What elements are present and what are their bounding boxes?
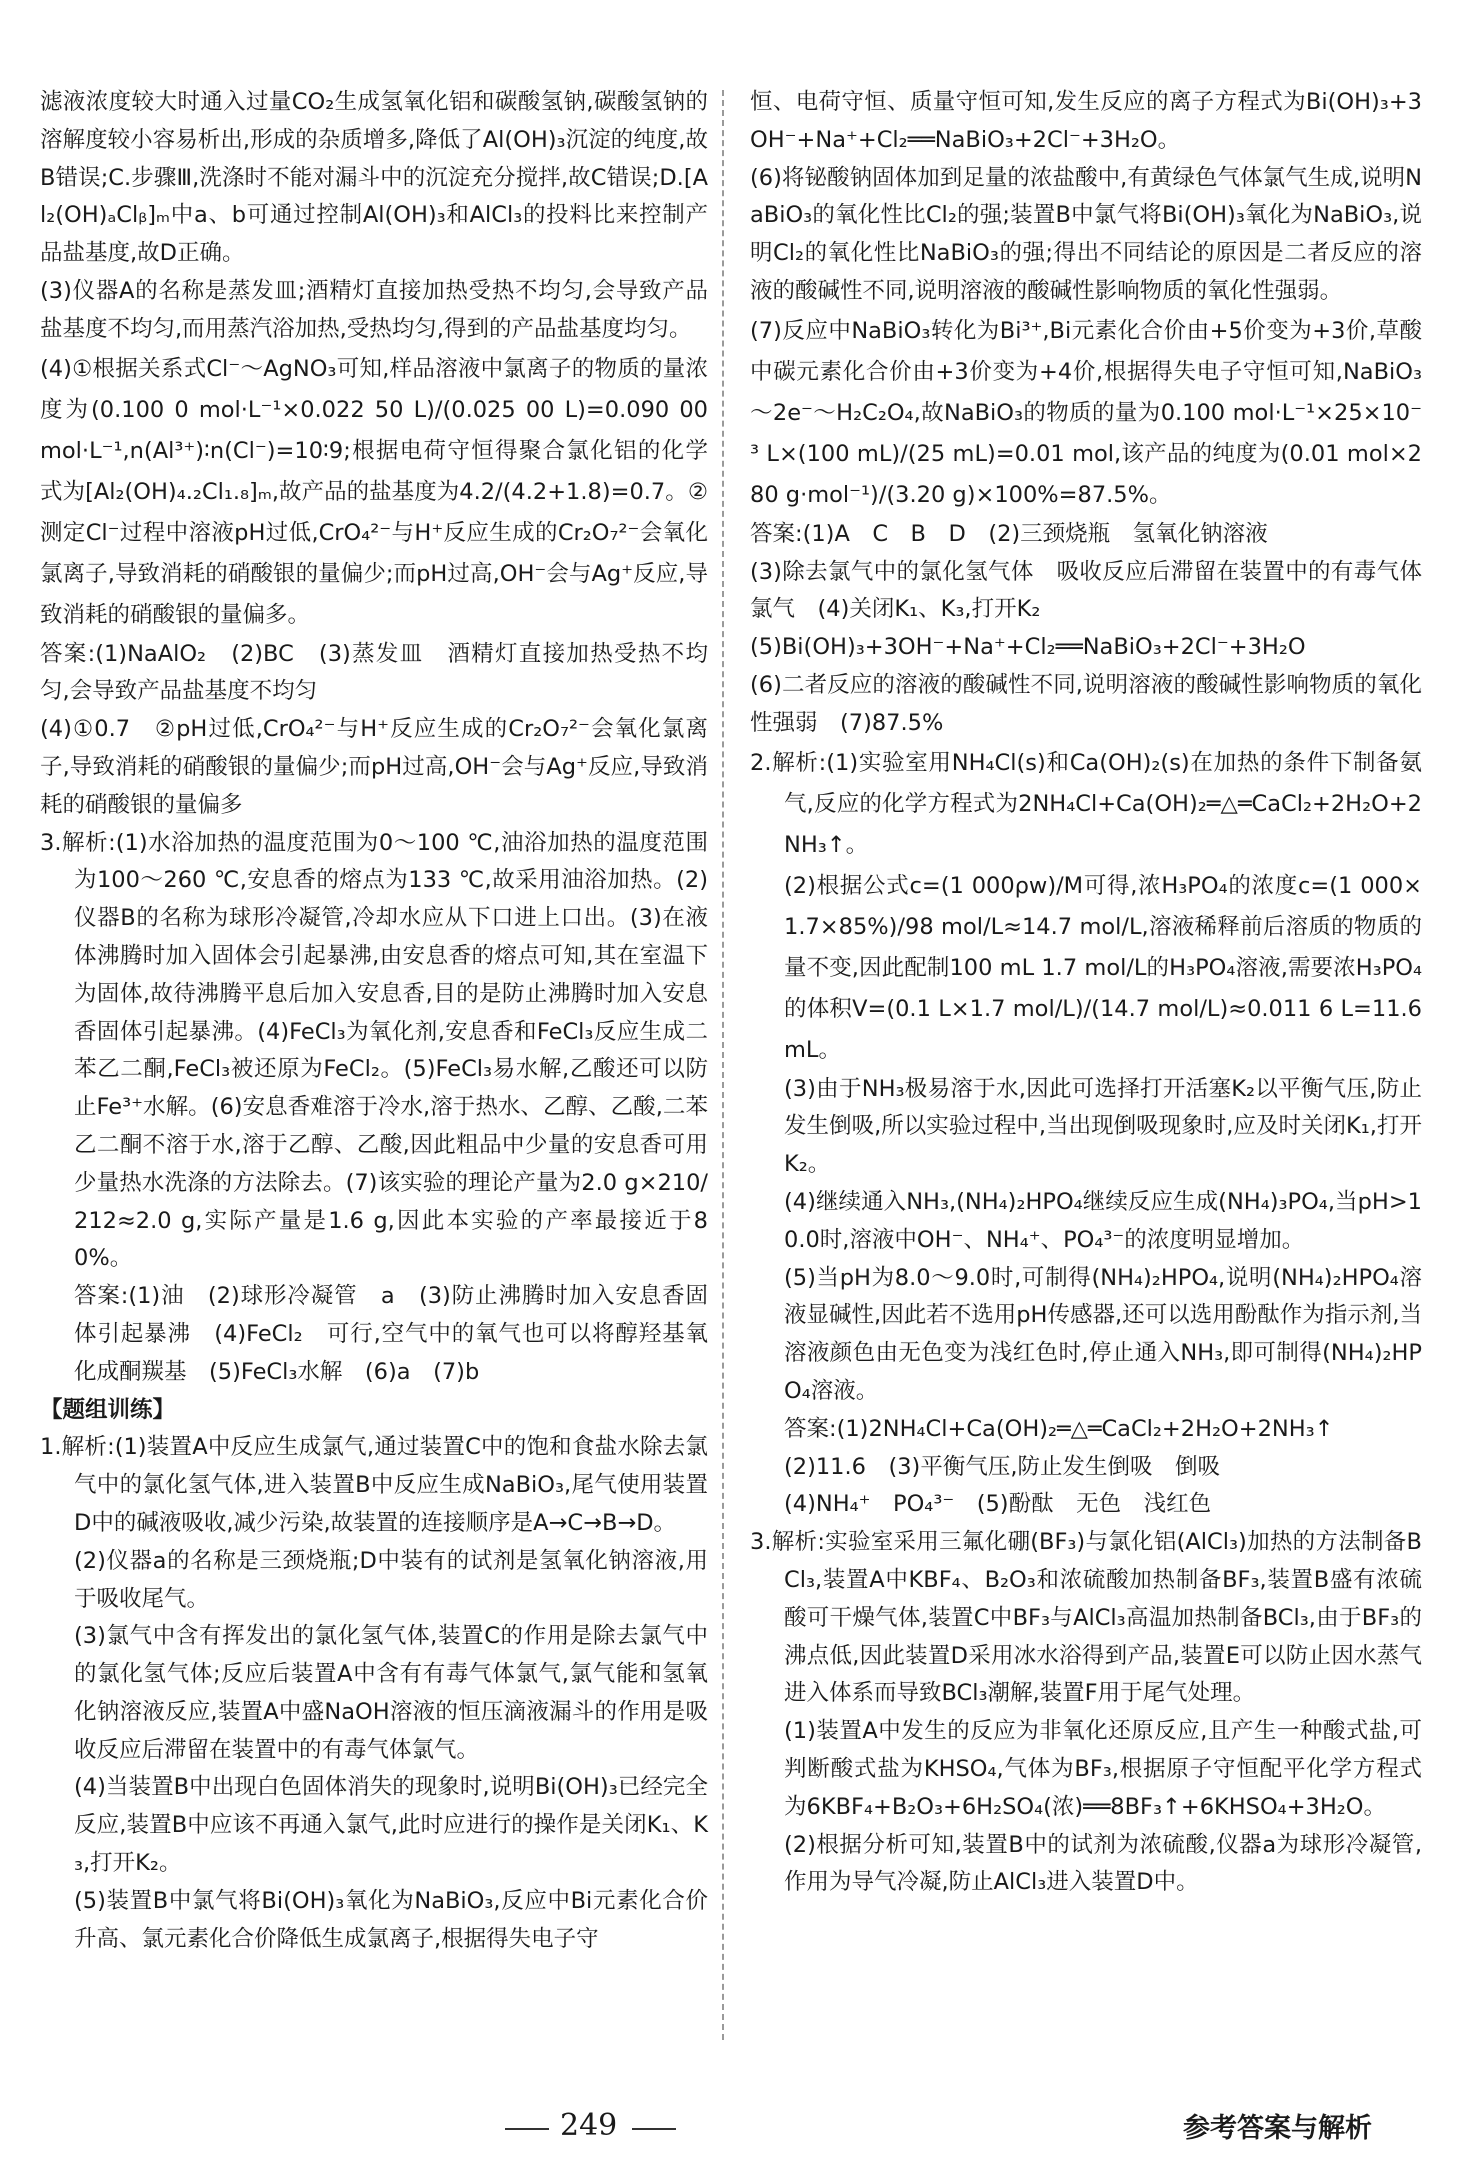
answer-block: (2)11.6 (3)平衡气压,防止发生倒吸 倒吸 <box>784 1453 1220 1480</box>
paragraph: (2)根据分析可知,装置B中的试剂为浓硫酸,仪器a为球形冷凝管,作用为导气冷凝,防止AlCl₃进入装置D中。 <box>784 1831 1422 1896</box>
answer-block: 答案:(1)油 (2)球形冷凝管 a (3)防止沸腾时加入安息香固体引起暴沸 (4)FeCl₂ 可行,空气中的氧气也可以将醇羟基氧化成酮羰基 (5)FeCl₃水解 (6)a (7)b <box>74 1283 708 1385</box>
paragraph: 滤液浓度较大时通入过量CO₂生成氢氧化铝和碳酸氢钠,碳酸氢钠的溶解度较小容易析出,形成的杂质增多,降低了Al(OH)₃沉淀的纯度,故B错误;C.步骤Ⅲ,洗涤时不能对漏斗中的沉淀充分搅拌,故C错误;D.[Al₂(OH)ₐClᵦ]ₘ中a、b可通过控制Al(OH)₃和AlCl₃的投料比来控制产品盐基度,故D正确。 <box>40 89 708 267</box>
answer-block: 答案:(1)2NH₄Cl+Ca(OH)₂═△═CaCl₂+2H₂O+2NH₃↑ <box>784 1415 1334 1442</box>
answer-block: (6)二者反应的溶液的酸碱性不同,说明溶液的酸碱性影响物质的氧化性强弱 (7)87.5% <box>750 671 1422 736</box>
paragraph: 2.解析:(1)实验室用NH₄Cl(s)和Ca(OH)₂(s)在加热的条件下制备氨气,反应的化学方程式为2NH₄Cl+Ca(OH)₂═△═CaCl₂+2H₂O+2NH₃↑。 <box>750 749 1422 858</box>
left-column <box>40 84 708 1958</box>
footer-dash-left <box>505 2128 549 2130</box>
paragraph: (3)仪器A的名称是蒸发皿;酒精灯直接加热受热不均匀,会导致产品盐基度不均匀,而用蒸汽浴加热,受热均匀,得到的产品盐基度均匀。 <box>40 277 708 342</box>
page-number: 249 <box>560 2108 618 2143</box>
right-column <box>750 84 1422 1902</box>
paragraph: 1.解析:(1)装置A中反应生成氯气,通过装置C中的饱和食盐水除去氯气中的氯化氢气体,进入装置B中反应生成NaBiO₃,尾气使用装置D中的碱液吸收,减少污染,故装置的连接顺序是A→C→B→D。 <box>40 1434 708 1536</box>
paragraph: (6)将铋酸钠固体加到足量的浓盐酸中,有黄绿色气体氯气生成,说明NaBiO₃的氧化性比Cl₂的强;装置B中氯气将Bi(OH)₃氧化为NaBiO₃,说明Cl₂的氧化性比NaBiO₃的强;得出不同结论的原因是二者反应的溶液的酸碱性不同,说明溶液的酸碱性影响物质的氧化性强弱。 <box>750 164 1422 304</box>
paragraph: (4)①根据关系式Cl⁻～AgNO₃可知,样品溶液中氯离子的物质的量浓度为(0.100 0 mol·L⁻¹×0.022 50 L)/(0.025 00 L)=0.090 00 mol·L⁻¹,n(Al³⁺)∶n(Cl⁻)=10∶9;根据电荷守恒得聚合氯化铝的化学式为[Al₂(OH)₄.₂Cl₁.₈]ₘ,故产品的盐基度为4.2/(4.2+1.8)=0.7。②测定Cl⁻过程中溶液pH过低,CrO₄²⁻与H⁺反应生成的Cr₂O₇²⁻会氧化氯离子,导致消耗的硝酸银的量偏少;而pH过高,OH⁻会与Ag⁺反应,导致消耗的硝酸银的量偏多。 <box>40 355 708 628</box>
answer-block: (5)Bi(OH)₃+3OH⁻+Na⁺+Cl₂══NaBiO₃+2Cl⁻+3H₂O <box>750 634 1306 661</box>
paragraph: (4)当装置B中出现白色固体消失的现象时,说明Bi(OH)₃已经完全反应,装置B中应该不再通入氯气,此时应进行的操作是关闭K₁、K₃,打开K₂。 <box>74 1774 708 1877</box>
paragraph: 3.解析:(1)水浴加热的温度范围为0～100 ℃,油浴加热的温度范围为100～260 ℃,安息香的熔点为133 ℃,故采用油浴加热。(2)仪器B的名称为球形冷凝管,冷却水应从下口进上口出。(3)在液体沸腾时加入固体会引起暴沸,由安息香的熔点可知,其在室温下为固体,故待沸腾平息后加入安息香,目的是防止沸腾时加入安息香固体引起暴沸。(4)FeCl₃为氧化剂,安息香和FeCl₃反应生成二苯乙二酮,FeCl₃被还原为FeCl₂。(5)FeCl₃易水解,乙酸还可以防止Fe³⁺水解。(6)安息香难溶于冷水,溶于热水、乙醇、乙酸,二苯乙二酮不溶于水,溶于乙醇、乙酸,因此粗品中少量的安息香可用少量热水洗涤的方法除去。(7)该实验的理论产量为2.0 g×210/212≈2.0 g,实际产量是1.6 g,因此本实验的产率最接近于80%。 <box>40 829 708 1272</box>
paragraph: (4)继续通入NH₃,(NH₄)₂HPO₄继续反应生成(NH₄)₃PO₄,当pH>10.0时,溶液中OH⁻、NH₄⁺、PO₄³⁻的浓度明显增加。 <box>784 1188 1422 1253</box>
column-divider <box>722 90 724 2040</box>
paragraph: (3)氯气中含有挥发出的氯化氢气体,装置C的作用是除去氯气中的氯化氢气体;反应后装置A中含有有毒气体氯气,氯气能和氢氧化钠溶液反应,装置A中盛NaOH溶液的恒压滴液漏斗的作用是吸收反应后滞留在装置中的有毒气体氯气。 <box>74 1623 708 1763</box>
answer-block: (4)①0.7 ②pH过低,CrO₄²⁻与H⁺反应生成的Cr₂O₇²⁻会氧化氯离子,导致消耗的硝酸银的量偏少;而pH过高,OH⁻会与Ag⁺反应,导致消耗的硝酸银的量偏多 <box>40 716 708 818</box>
paragraph: 3.解析:实验室采用三氟化硼(BF₃)与氯化铝(AlCl₃)加热的方法制备BCl₃,装置A中KBF₄、B₂O₃和浓硫酸加热制备BF₃,装置B盛有浓硫酸可干燥气体,装置C中BF₃与AlCl₃高温加热制备BCl₃,由于BF₃的沸点低,因此装置D采用冰水浴得到产品,装置E可以防止因水蒸气进入体系而导致BCl₃潮解,装置F用于尾气处理。 <box>750 1529 1422 1707</box>
paragraph: (2)根据公式c=(1 000ρw)/M可得,浓H₃PO₄的浓度c=(1 000×1.7×85%)/98 mol/L≈14.7 mol/L,溶液稀释前后溶质的物质的量不变,因此配制100 mL 1.7 mol/L的H₃PO₄溶液,需要浓H₃PO₄的体积V=(0.1 L×1.7 mol/L)/(14.7 mol/L)≈0.011 6 L=11.6 mL。 <box>784 872 1422 1063</box>
paragraph: (3)由于NH₃极易溶于水,因此可选择打开活塞K₂以平衡气压,防止发生倒吸,所以实验过程中,当出现倒吸现象时,应及时关闭K₁,打开K₂。 <box>784 1075 1422 1178</box>
paragraph: (5)当pH为8.0～9.0时,可制得(NH₄)₂HPO₄,说明(NH₄)₂HPO₄溶液显碱性,因此若不选用pH传感器,还可以选用酚酞作为指示剂,当溶液颜色由无色变为浅红色时,停止通入NH₃,即可制得(NH₄)₂HPO₄溶液。 <box>784 1264 1422 1404</box>
paragraph: (5)装置B中氯气将Bi(OH)₃氧化为NaBiO₃,反应中Bi元素化合价升高、氯元素化合价降低生成氯离子,根据得失电子守 <box>74 1887 708 1952</box>
footer-dash-right <box>632 2128 676 2130</box>
section-heading: 【题组训练】 <box>40 1396 176 1423</box>
paragraph: (2)仪器a的名称是三颈烧瓶;D中装有的试剂是氢氧化钠溶液,用于吸收尾气。 <box>74 1547 708 1612</box>
paragraph: 恒、电荷守恒、质量守恒可知,发生反应的离子方程式为Bi(OH)₃+3OH⁻+Na⁺+Cl₂══NaBiO₃+2Cl⁻+3H₂O。 <box>750 89 1422 153</box>
footer-section-title: 参考答案与解析 <box>1183 2113 1372 2144</box>
answer-block: 答案:(1)A C B D (2)三颈烧瓶 氢氧化钠溶液 <box>750 520 1268 547</box>
paragraph: (1)装置A中发生的反应为非氧化还原反应,且产生一种酸式盐,可判断酸式盐为KHSO₄,气体为BF₃,根据原子守恒配平化学方程式为6KBF₄+B₂O₃+6H₂SO₄(浓)══8BF₃↑+6KHSO₄+3H₂O。 <box>784 1718 1422 1820</box>
answer-block: (3)除去氯气中的氯化氢气体 吸收反应后滞留在装置中的有毒气体氯气 (4)关闭K₁、K₃,打开K₂ <box>750 558 1422 623</box>
answer-block: (4)NH₄⁺ PO₄³⁻ (5)酚酞 无色 浅红色 <box>784 1491 1212 1518</box>
paragraph: (7)反应中NaBiO₃转化为Bi³⁺,Bi元素化合价由+5价变为+3价,草酸中碳元素化合价由+3价变为+4价,根据得失电子守恒可知,NaBiO₃～2e⁻～H₂C₂O₄,故NaBiO₃的物质的量为0.100 mol·L⁻¹×25×10⁻³ L×(100 mL)/(25 mL)=0.01 mol,该产品的纯度为(0.01 mol×280 g·mol⁻¹)/(3.20 g)×100%=87.5%。 <box>750 317 1422 508</box>
answer-block: 答案:(1)NaAlO₂ (2)BC (3)蒸发皿 酒精灯直接加热受热不均匀,会导致产品盐基度不均匀 <box>40 640 708 705</box>
